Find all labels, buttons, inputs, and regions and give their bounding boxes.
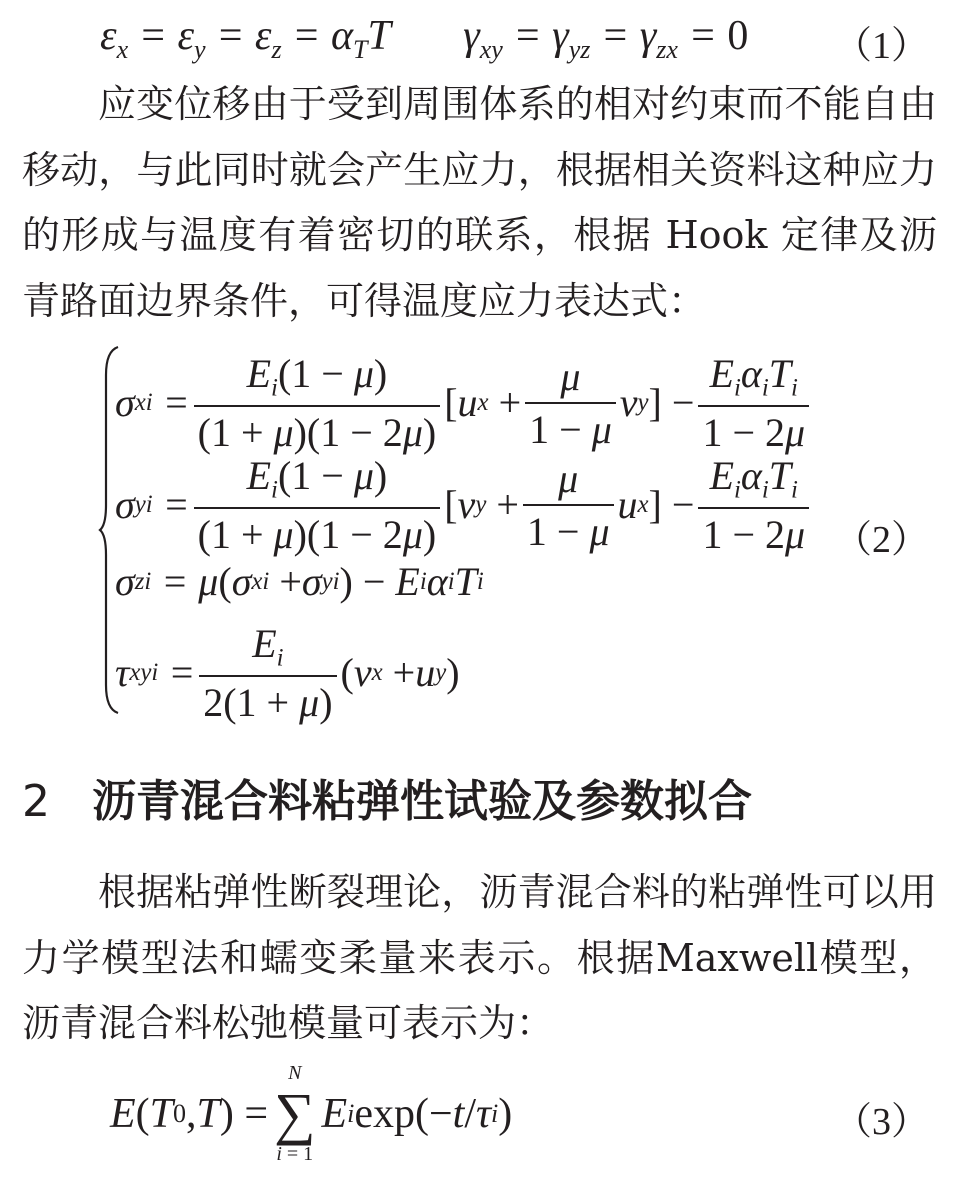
equation-1-number: （1） [833,25,929,67]
equation-2-row-sigma-y: σ yi = $\frac{E_i(1 - \mu)}{(1 + \mu)(1 - 2\mu)}$ [ v y + $\frac{\mu}{1 - \mu}$ u x ] − $\frac{E_i\alpha_iT_i}{1 - 2\mu}$ [115,452,813,558]
section-number: 2 [22,776,50,827]
paragraph-2 [22,860,937,1057]
section-heading [22,765,752,829]
equation-2-row-sigma-z: σ zi = μ ( σ xi + σ yi ) − E i α i T i [115,559,484,604]
paragraph-2-text: 根据粘弹性断裂理论，沥青混合料的粘弹性可以用力学模型法和蠕变柔量来表示。根据Maxwell模型，沥青混合料松弛模量可表示为： [22,870,937,1045]
equation-3-number: （3） [833,1101,929,1143]
section-title: 沥青混合料粘弹性试验及参数拟合 [92,776,752,827]
paragraph-1-text: 应变位移由于受到周围体系的相对约束而不能自由移动，与此同时就会产生应力，根据相关资料这种应力的形成与温度有着密切的联系，根据 Hook 定律及沥青路面边界条件，可得温度应力表达式： [22,82,937,323]
summation-symbol: N ∑ i = 1 [274,1062,316,1165]
equation-2-row-tau-xy: τ xyi = $\frac{E_i}{2(1 + \mu)}$ ( v x + u y ) [115,621,460,725]
equation-3: E ( T 0 , T ) = N ∑ i = 1 E i exp(− t / τ i ) [110,1062,513,1165]
paragraph-1 [22,72,937,334]
equation-1: $\varepsilon_x = \varepsilon_y = \varepsilon_z = \alpha_TT$ $\gamma_{xy} = \gamma_{yz} = \gamma_{zx} = 0$ [100,13,749,65]
equation-2-row-sigma-x: σ xi = $\frac{E_i(1 - \mu)}{(1 + \mu)(1 - 2\mu)}$ [ u x + $\frac{\mu}{1 - \mu}$ v y ] − $\frac{E_i\alpha_iT_i}{1 - 2\mu}$ [115,350,813,456]
equation-2-number: （2） [833,519,929,561]
